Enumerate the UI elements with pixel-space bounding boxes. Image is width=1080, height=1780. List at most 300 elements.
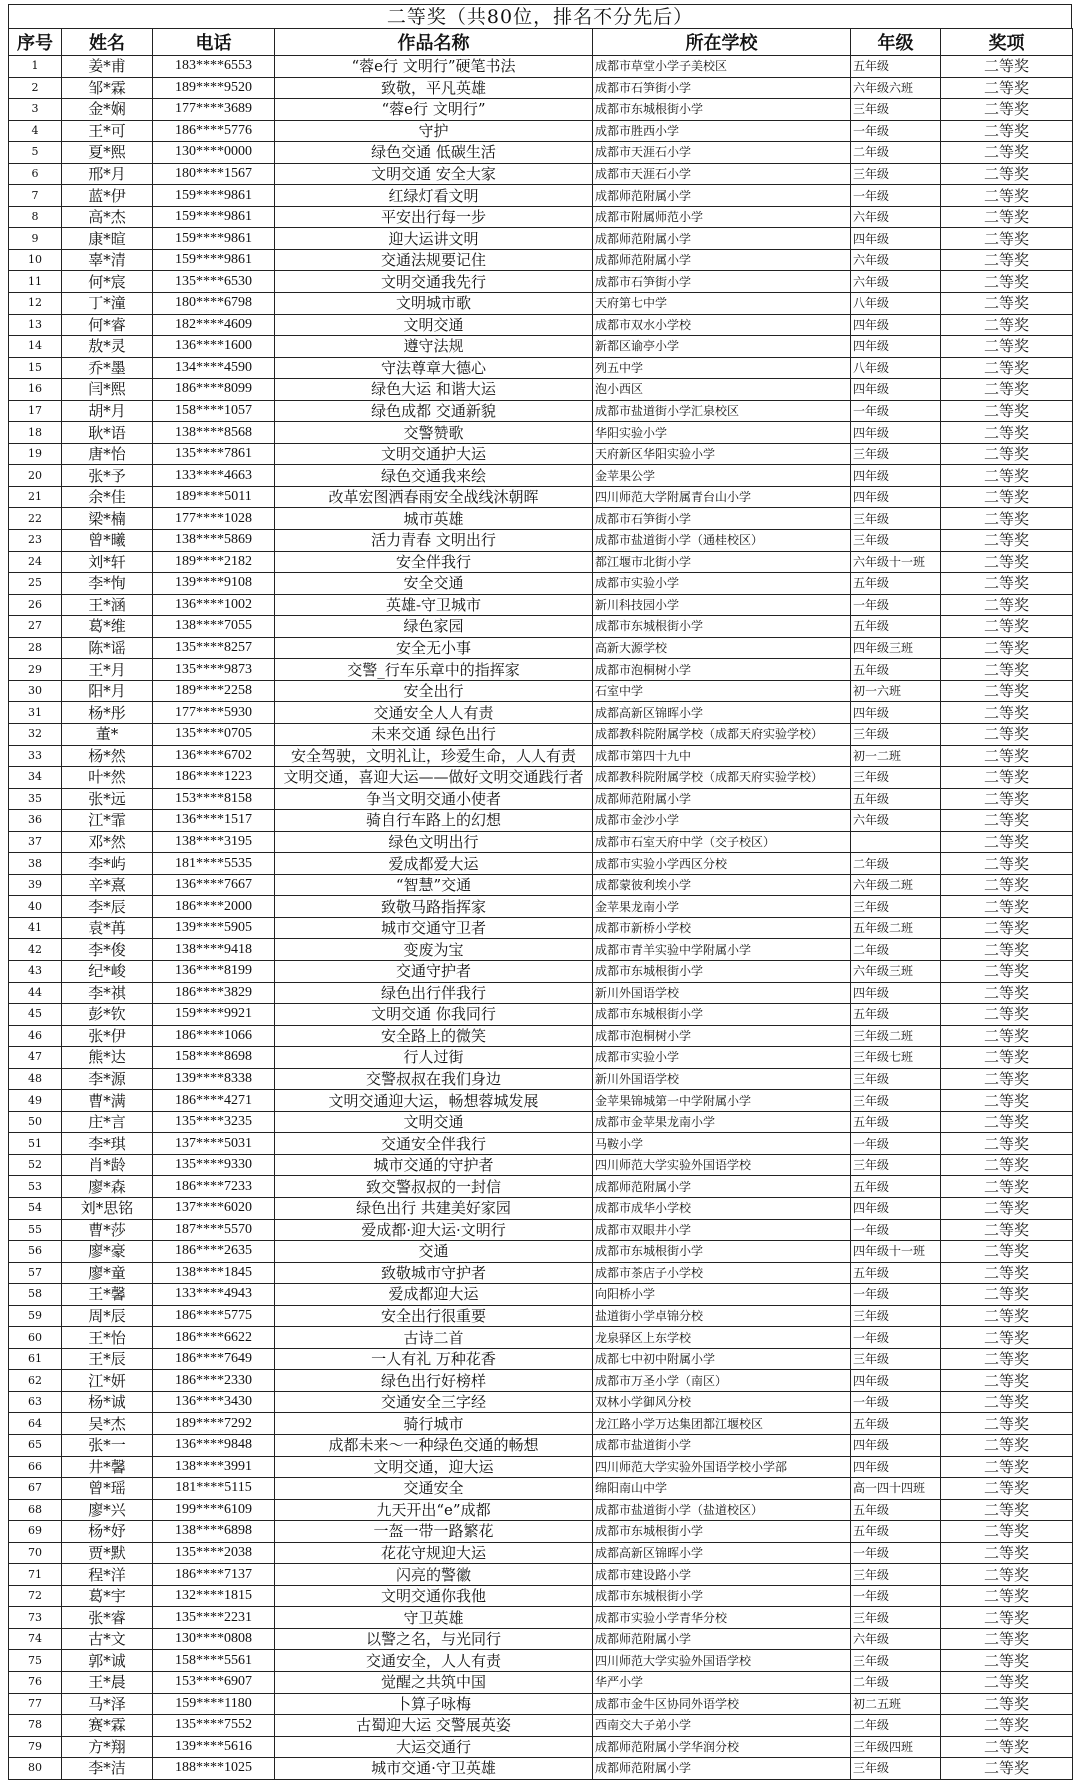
school-name: 成都市实验小学西区分校 (593, 853, 851, 875)
school-name: 成都师范附属小学华润分校 (593, 1736, 851, 1758)
table-row (9, 1111, 1073, 1133)
school-name: 成都市东城根街小学 (593, 1004, 851, 1026)
phone-number: 139****8338 (153, 1068, 275, 1090)
table-row (9, 1133, 1073, 1155)
table-row (9, 379, 1073, 401)
school-name: 新川科技园小学 (593, 594, 851, 616)
award-level: 二等奖 (941, 637, 1073, 659)
work-title: 文明交通我先行 (275, 271, 593, 293)
student-name: 梁*楠 (62, 508, 153, 530)
award-level: 二等奖 (941, 56, 1073, 78)
grade: 四年级 (851, 1197, 941, 1219)
grade: 五年级 (851, 1004, 941, 1026)
school-name: 成都市泡桐树小学 (593, 1025, 851, 1047)
table-row (9, 960, 1073, 982)
phone-number: 180****1567 (153, 163, 275, 185)
work-title: 文明交通迎大运，畅想蓉城发展 (275, 1090, 593, 1112)
table-row (9, 896, 1073, 918)
student-name: 张*伊 (62, 1025, 153, 1047)
phone-number: 138****1845 (153, 1262, 275, 1284)
table-row (9, 1047, 1073, 1069)
school-name: 成都师范附属小学 (593, 228, 851, 250)
student-name: 李*祺 (62, 982, 153, 1004)
grade: 四年级 (851, 982, 941, 1004)
row-index: 54 (9, 1197, 62, 1219)
row-index: 12 (9, 293, 62, 315)
work-title: 绿色出行好榜样 (275, 1370, 593, 1392)
award-level: 二等奖 (941, 1758, 1073, 1780)
row-index: 59 (9, 1305, 62, 1327)
row-index: 53 (9, 1176, 62, 1198)
school-name: 高新大源学校 (593, 637, 851, 659)
header-index: 序号 (9, 29, 62, 56)
award-level: 二等奖 (941, 1327, 1073, 1349)
award-level: 二等奖 (941, 508, 1073, 530)
table-row (9, 1327, 1073, 1349)
student-name: 张*一 (62, 1435, 153, 1457)
student-name: 王*辰 (62, 1348, 153, 1370)
student-name: 李*屿 (62, 853, 153, 875)
student-name: 何*宸 (62, 271, 153, 293)
work-title: 觉醒之共筑中国 (275, 1672, 593, 1694)
row-index: 27 (9, 616, 62, 638)
table-row (9, 616, 1073, 638)
header-row (9, 29, 1073, 56)
grade: 三年级 (851, 896, 941, 918)
work-title: 九天开出“e”成都 (275, 1499, 593, 1521)
award-level: 二等奖 (941, 1413, 1073, 1435)
row-index: 15 (9, 357, 62, 379)
school-name: 成都市双眼井小学 (593, 1219, 851, 1241)
school-name: 成都教科院附属学校（成都天府实验学校） (593, 767, 851, 789)
table-row (9, 1521, 1073, 1543)
work-title: 古蜀迎大运 交警展英姿 (275, 1715, 593, 1737)
award-level: 二等奖 (941, 1478, 1073, 1500)
award-level: 二等奖 (941, 1133, 1073, 1155)
award-level: 二等奖 (941, 1047, 1073, 1069)
grade: 一年级 (851, 120, 941, 142)
row-index: 11 (9, 271, 62, 293)
phone-number: 134****4590 (153, 357, 275, 379)
row-index: 57 (9, 1262, 62, 1284)
grade: 四年级三班 (851, 637, 941, 659)
grade: 四年级 (851, 1456, 941, 1478)
row-index: 41 (9, 917, 62, 939)
phone-number: 153****8158 (153, 788, 275, 810)
row-index: 77 (9, 1693, 62, 1715)
phone-number: 177****3689 (153, 99, 275, 121)
table-row (9, 228, 1073, 250)
table-row (9, 1154, 1073, 1176)
award-level: 二等奖 (941, 314, 1073, 336)
phone-number: 159****9861 (153, 206, 275, 228)
row-index: 35 (9, 788, 62, 810)
table-row (9, 120, 1073, 142)
table-row (9, 1758, 1073, 1780)
grade: 六年级十一班 (851, 551, 941, 573)
work-title: “智慧”交通 (275, 874, 593, 896)
work-title: 文明城市歌 (275, 293, 593, 315)
school-name: 成都蒙彼利埃小学 (593, 874, 851, 896)
table-row (9, 1413, 1073, 1435)
work-title: 改革宏图洒春雨安全战线沐朝晖 (275, 486, 593, 508)
table-row (9, 443, 1073, 465)
award-level: 二等奖 (941, 1628, 1073, 1650)
work-title: 骑行城市 (275, 1413, 593, 1435)
school-name: 成都市金牛区协同外语学校 (593, 1693, 851, 1715)
school-name: 成都师范附属小学 (593, 788, 851, 810)
work-title: 安全路上的微笑 (275, 1025, 593, 1047)
school-name: 成都市东城根街小学 (593, 960, 851, 982)
school-name: 华阳实验小学 (593, 422, 851, 444)
phone-number: 186****1066 (153, 1025, 275, 1047)
row-index: 55 (9, 1219, 62, 1241)
row-index: 4 (9, 120, 62, 142)
school-name: 成都市石笋街小学 (593, 508, 851, 530)
award-level: 二等奖 (941, 1456, 1073, 1478)
grade: 六年级 (851, 249, 941, 271)
work-title: 以警之名，与光同行 (275, 1628, 593, 1650)
work-title: 卜算子咏梅 (275, 1693, 593, 1715)
award-level: 二等奖 (941, 206, 1073, 228)
work-title: 文明交通，喜迎大运——做好文明交通践行者 (275, 767, 593, 789)
phone-number: 138****9418 (153, 939, 275, 961)
phone-number: 136****9848 (153, 1435, 275, 1457)
student-name: 辜*清 (62, 249, 153, 271)
student-name: 夏*熙 (62, 142, 153, 164)
work-title: “蓉e行 文明行”硬笔书法 (275, 56, 593, 78)
work-title: 绿色大运 和谐大运 (275, 379, 593, 401)
table-row (9, 767, 1073, 789)
grade: 三年级 (851, 1607, 941, 1629)
phone-number: 136****1517 (153, 810, 275, 832)
grade: 八年级 (851, 357, 941, 379)
table-row (9, 1628, 1073, 1650)
grade: 二年级 (851, 1672, 941, 1694)
work-title: 交通安全人人有责 (275, 702, 593, 724)
row-index: 19 (9, 443, 62, 465)
award-level: 二等奖 (941, 228, 1073, 250)
table-row (9, 314, 1073, 336)
work-title: 交通安全 (275, 1478, 593, 1500)
phone-number: 135****9330 (153, 1154, 275, 1176)
row-index: 42 (9, 939, 62, 961)
work-title: 文明交通 你我同行 (275, 1004, 593, 1026)
student-name: 曾*瑶 (62, 1478, 153, 1500)
phone-number: 135****6530 (153, 271, 275, 293)
grade: 四年级 (851, 336, 941, 358)
grade: 二年级 (851, 939, 941, 961)
school-name: 成都市东城根街小学 (593, 616, 851, 638)
row-index: 70 (9, 1542, 62, 1564)
grade: 二年级 (851, 142, 941, 164)
student-name: 阳*月 (62, 680, 153, 702)
row-index: 80 (9, 1758, 62, 1780)
student-name: 杨*诚 (62, 1391, 153, 1413)
award-level: 二等奖 (941, 422, 1073, 444)
work-title: 绿色家园 (275, 616, 593, 638)
grade: 五年级 (851, 616, 941, 638)
grade: 一年级 (851, 1133, 941, 1155)
phone-number: 177****1028 (153, 508, 275, 530)
grade: 三年级 (851, 1305, 941, 1327)
work-title: 闪亮的警徽 (275, 1564, 593, 1586)
grade: 五年级 (851, 788, 941, 810)
school-name: 成都市建设路小学 (593, 1564, 851, 1586)
award-level: 二等奖 (941, 767, 1073, 789)
student-name: 肖*龄 (62, 1154, 153, 1176)
row-index: 37 (9, 831, 62, 853)
table-row (9, 142, 1073, 164)
award-level: 二等奖 (941, 443, 1073, 465)
work-title: 争当文明交通小使者 (275, 788, 593, 810)
student-name: 井*馨 (62, 1456, 153, 1478)
student-name: 杨*然 (62, 745, 153, 767)
student-name: 高*杰 (62, 206, 153, 228)
school-name: 成都市附属师范小学 (593, 206, 851, 228)
grade: 六年级 (851, 271, 941, 293)
student-name: 邓*然 (62, 831, 153, 853)
row-index: 69 (9, 1521, 62, 1543)
student-name: 闫*熙 (62, 379, 153, 401)
phone-number: 135****0705 (153, 723, 275, 745)
student-name: 姜*甫 (62, 56, 153, 78)
table-row (9, 400, 1073, 422)
award-level: 二等奖 (941, 1090, 1073, 1112)
phone-number: 186****7137 (153, 1564, 275, 1586)
row-index: 45 (9, 1004, 62, 1026)
work-title: 城市交通的守护者 (275, 1154, 593, 1176)
work-title: 安全伴我行 (275, 551, 593, 573)
phone-number: 135****3235 (153, 1111, 275, 1133)
table-row (9, 486, 1073, 508)
work-title: 绿色交通 低碳生活 (275, 142, 593, 164)
row-index: 52 (9, 1154, 62, 1176)
row-index: 74 (9, 1628, 62, 1650)
award-level: 二等奖 (941, 379, 1073, 401)
student-name: 耿*语 (62, 422, 153, 444)
award-level: 二等奖 (941, 465, 1073, 487)
row-index: 48 (9, 1068, 62, 1090)
table-row (9, 530, 1073, 552)
school-name: 成都市青羊实验中学附属小学 (593, 939, 851, 961)
work-title: 交通法规要记住 (275, 249, 593, 271)
table-row (9, 1090, 1073, 1112)
phone-number: 189****9520 (153, 77, 275, 99)
grade: 四年级 (851, 1370, 941, 1392)
phone-number: 136****1002 (153, 594, 275, 616)
work-title: 英雄-守卫城市 (275, 594, 593, 616)
school-name: 成都市盐道街小学 (593, 1435, 851, 1457)
school-name: 成都市胜西小学 (593, 120, 851, 142)
row-index: 10 (9, 249, 62, 271)
row-index: 79 (9, 1736, 62, 1758)
table-row (9, 1068, 1073, 1090)
student-name: 邢*月 (62, 163, 153, 185)
award-level: 二等奖 (941, 1262, 1073, 1284)
table-row (9, 1542, 1073, 1564)
table-row (9, 422, 1073, 444)
award-level: 二等奖 (941, 1154, 1073, 1176)
phone-number: 159****1180 (153, 1693, 275, 1715)
phone-number: 135****2231 (153, 1607, 275, 1629)
grade: 三年级 (851, 99, 941, 121)
row-index: 40 (9, 896, 62, 918)
grade: 三年级 (851, 163, 941, 185)
header-grade: 年级 (851, 29, 941, 56)
row-index: 25 (9, 573, 62, 595)
award-level: 二等奖 (941, 249, 1073, 271)
grade: 六年级二班 (851, 874, 941, 896)
work-title: 安全无小事 (275, 637, 593, 659)
award-level: 二等奖 (941, 1219, 1073, 1241)
row-index: 36 (9, 810, 62, 832)
student-name: 唐*怡 (62, 443, 153, 465)
row-index: 1 (9, 56, 62, 78)
table-row (9, 1348, 1073, 1370)
row-index: 51 (9, 1133, 62, 1155)
student-name: 廖*童 (62, 1262, 153, 1284)
student-name: 吴*杰 (62, 1413, 153, 1435)
table-row (9, 1693, 1073, 1715)
award-level: 二等奖 (941, 99, 1073, 121)
award-level: 二等奖 (941, 1715, 1073, 1737)
grade (851, 831, 941, 853)
student-name: 叶*然 (62, 767, 153, 789)
phone-number: 182****4609 (153, 314, 275, 336)
grade: 一年级 (851, 1391, 941, 1413)
award-level: 二等奖 (941, 702, 1073, 724)
work-title: 文明交通 安全大家 (275, 163, 593, 185)
phone-number: 181****5115 (153, 1478, 275, 1500)
award-level: 二等奖 (941, 185, 1073, 207)
table-row (9, 1391, 1073, 1413)
phone-number: 139****9108 (153, 573, 275, 595)
table-header (9, 29, 1073, 56)
row-index: 58 (9, 1284, 62, 1306)
table-row (9, 680, 1073, 702)
phone-number: 138****7055 (153, 616, 275, 638)
row-index: 60 (9, 1327, 62, 1349)
award-level: 二等奖 (941, 745, 1073, 767)
work-title: 平安出行每一步 (275, 206, 593, 228)
award-level: 二等奖 (941, 874, 1073, 896)
award-level: 二等奖 (941, 1025, 1073, 1047)
award-level: 二等奖 (941, 1241, 1073, 1263)
phone-number: 136****7667 (153, 874, 275, 896)
table-row (9, 1650, 1073, 1672)
phone-number: 187****5570 (153, 1219, 275, 1241)
award-level: 二等奖 (941, 551, 1073, 573)
table-body (9, 56, 1073, 1780)
grade: 一年级 (851, 1284, 941, 1306)
phone-number: 138****5869 (153, 530, 275, 552)
student-name: 张*予 (62, 465, 153, 487)
school-name: 绵阳南山中学 (593, 1478, 851, 1500)
award-level: 二等奖 (941, 1391, 1073, 1413)
student-name: 袁*苒 (62, 917, 153, 939)
row-index: 14 (9, 336, 62, 358)
grade: 五年级 (851, 1521, 941, 1543)
school-name: 成都市实验小学 (593, 573, 851, 595)
school-name: 成都市成华小学校 (593, 1197, 851, 1219)
work-title: 一人有礼 万种花香 (275, 1348, 593, 1370)
student-name: 余*佳 (62, 486, 153, 508)
grade: 一年级 (851, 1585, 941, 1607)
phone-number: 130****0000 (153, 142, 275, 164)
school-name: 成都教科院附属学校（成都天府实验学校） (593, 723, 851, 745)
work-title: 绿色成都 交通新貌 (275, 400, 593, 422)
row-index: 75 (9, 1650, 62, 1672)
grade: 三年级 (851, 1564, 941, 1586)
student-name: 庄*言 (62, 1111, 153, 1133)
student-name: 金*娴 (62, 99, 153, 121)
phone-number: 189****7292 (153, 1413, 275, 1435)
grade: 四年级 (851, 422, 941, 444)
award-level: 二等奖 (941, 1068, 1073, 1090)
student-name: 彭*钦 (62, 1004, 153, 1026)
table-row (9, 1435, 1073, 1457)
phone-number: 136****1600 (153, 336, 275, 358)
work-title: 交通安全三字经 (275, 1391, 593, 1413)
table-row (9, 1176, 1073, 1198)
work-title: 交通安全，人人有责 (275, 1650, 593, 1672)
table-row (9, 1607, 1073, 1629)
work-title: 爱成都爱大运 (275, 853, 593, 875)
phone-number: 133****4943 (153, 1284, 275, 1306)
work-title: 城市英雄 (275, 508, 593, 530)
student-name: 李*琪 (62, 1133, 153, 1155)
award-level: 二等奖 (941, 120, 1073, 142)
grade: 五年级 (851, 573, 941, 595)
student-name: 陈*谣 (62, 637, 153, 659)
student-name: 曾*曦 (62, 530, 153, 552)
school-name: 成都师范附属小学 (593, 185, 851, 207)
header-work-title: 作品名称 (275, 29, 593, 56)
school-name: 西南交大子弟小学 (593, 1715, 851, 1737)
grade: 三年级 (851, 1348, 941, 1370)
award-level: 二等奖 (941, 400, 1073, 422)
table-row (9, 293, 1073, 315)
award-level: 二等奖 (941, 1111, 1073, 1133)
grade: 初一二班 (851, 745, 941, 767)
school-name: 成都师范附属小学 (593, 249, 851, 271)
table-row (9, 1585, 1073, 1607)
phone-number: 183****6553 (153, 56, 275, 78)
school-name: 成都市实验小学青华分校 (593, 1607, 851, 1629)
student-name: 周*辰 (62, 1305, 153, 1327)
work-title: 文明交通 (275, 314, 593, 336)
student-name: 康*暄 (62, 228, 153, 250)
grade: 六年级三班 (851, 960, 941, 982)
phone-number: 186****5775 (153, 1305, 275, 1327)
award-level: 二等奖 (941, 1672, 1073, 1694)
school-name: 新川外国语学校 (593, 1068, 851, 1090)
grade: 三年级七班 (851, 1047, 941, 1069)
work-title: 未来交通 绿色出行 (275, 723, 593, 745)
award-level: 二等奖 (941, 573, 1073, 595)
grade: 三年级 (851, 1758, 941, 1780)
phone-number: 188****1025 (153, 1758, 275, 1780)
award-level: 二等奖 (941, 486, 1073, 508)
table-row (9, 99, 1073, 121)
student-name: 纪*峻 (62, 960, 153, 982)
school-name: 都江堰市北街小学 (593, 551, 851, 573)
student-name: 王*怡 (62, 1327, 153, 1349)
row-index: 33 (9, 745, 62, 767)
grade: 六年级 (851, 1628, 941, 1650)
table-row (9, 1456, 1073, 1478)
